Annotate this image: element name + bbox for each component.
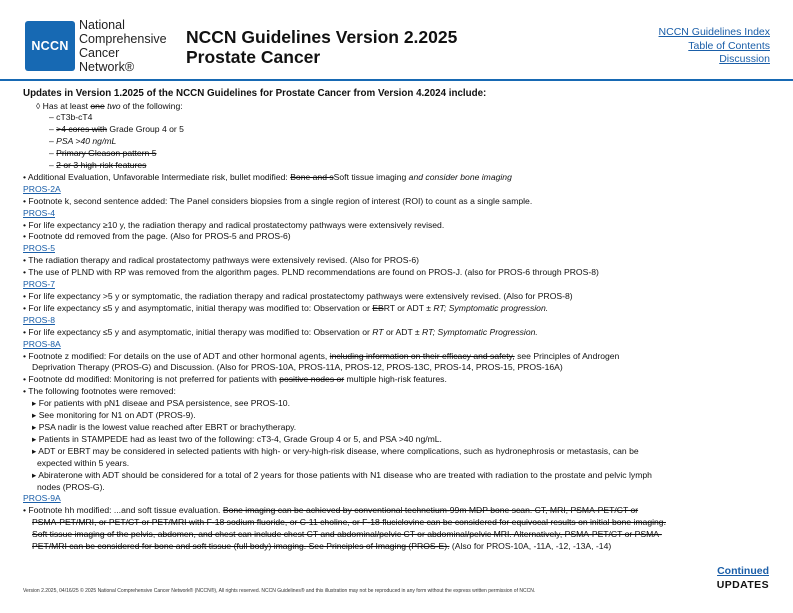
text: ◊ Has at least (36, 100, 91, 111)
pros-8a-link[interactable]: PROS-8A (23, 338, 61, 349)
guidelines-index-link[interactable]: NCCN Guidelines Index (658, 26, 770, 38)
org-line: Network® (79, 60, 135, 74)
deleted-text: including information on their efficacy and safety, (329, 350, 515, 361)
deleted-text: positive nodes or (279, 374, 345, 385)
text: of the following: (120, 100, 183, 111)
list-item (23, 124, 773, 136)
logo-text: NCCN (31, 39, 69, 53)
text: • Additional Evaluation, Unfavorable Intermediate risk, bullet modified: (23, 171, 291, 182)
continued-link[interactable]: Continued (717, 565, 769, 577)
list-item: • The following footnotes were removed: (23, 386, 176, 397)
list-item (23, 148, 773, 160)
list-item: • For life expectancy ≥10 y, the radiation therapy and radical prostatectomy pathways were extensively revised. (23, 219, 445, 230)
added-text: and consider bone imaging (408, 171, 512, 182)
text: Soft tissue imaging (333, 171, 409, 182)
list-item: ▸ PSA nadir is the lowest value reached after EBRT or brachytherapy. (32, 421, 297, 432)
list-item: • Footnote k, second sentence added: The Panel considers biopsies from a single region of interest (ROI) to count as a single sample. (23, 195, 533, 206)
text: – (49, 136, 57, 147)
list-item: ▸ For patients with pN1 diseae and PSA persistence, see PROS-10. (32, 398, 290, 409)
deleted-text: PET/MRI can be considered for bone and soft tissue (full body) imaging. See Principles of Imaging (PROS-E). (32, 541, 450, 552)
list-item (23, 136, 773, 148)
nav-links (659, 26, 770, 67)
discussion-link[interactable]: Discussion (719, 53, 770, 65)
page-title: NCCN Guidelines Version 2.2025 (186, 27, 458, 47)
pros-5-link[interactable]: PROS-5 (23, 243, 55, 254)
text: see Principles of Androgen (514, 350, 620, 361)
list-item-continuation: expected within 5 years. (37, 457, 130, 468)
text: • Footnote dd modified: Monitoring is not preferred for patients with (23, 374, 280, 385)
page-subtitle: Prostate Cancer (186, 47, 321, 67)
list-item (23, 101, 773, 113)
deleted-text: EB (372, 302, 384, 313)
table-of-contents-link[interactable]: Table of Contents (688, 39, 770, 52)
footer-copyright: Version 2.2025, 04/16/25 © 2025 National Comprehensive Cancer Network® (NCCN®), All rights reserved. NCCN Guidelines® and this illustration may not be reproduced in any form without the express written permission of NCCN. (23, 588, 536, 594)
list-item-continuation: Deprivation Therapy (PROS-G) and Discussion. (Also for PROS-10A, PROS-11A, PROS-12, PROS-13C, PROS-14, PROS-15, PROS-16A) (32, 362, 563, 373)
list-item (23, 303, 773, 315)
list-item-continuation: Soft tissue imaging of the pelvis, abdomen, and chest can include chest CT and abdominal/pelvic CT or abdominal/pelvic MRI. Alternatively, PSMA-PET/CT or PSMA- (32, 529, 662, 540)
list-item (23, 374, 773, 386)
org-line: National (79, 18, 125, 32)
text: RT or ADT ± (383, 302, 434, 313)
text: Grade Group 4 or 5 (107, 124, 184, 135)
text: • Footnote z modified: For details on the use of ADT and other hormonal agents, (23, 350, 330, 361)
deleted-text: Bone imaging can be achieved by conventional technetium-99m MDP bone scan. CT, MRI, PSMA-PET/CT or (222, 505, 639, 516)
updates-label: UPDATES (716, 579, 769, 591)
text: • For life expectancy ≤5 y and asymptomatic, initial therapy was modified to: Observation or (23, 302, 373, 313)
header-divider (0, 79, 793, 81)
text: • Footnote hh modified: ...and soft tissue evaluation. (23, 505, 223, 516)
list-item (23, 351, 773, 363)
text: – (49, 124, 57, 135)
list-item: ▸ ADT or EBRT may be considered in selected patients with high- or very-high-risk disease, where complications, such as hydronephrosis or metastasis, can be (32, 445, 639, 456)
added-text: RT (372, 326, 384, 337)
org-line: Cancer (79, 46, 120, 60)
pros-2a-link[interactable]: PROS-2A (23, 183, 61, 194)
list-item-continuation: nodes (PROS-G). (37, 481, 105, 492)
text: or ADT ± (383, 326, 423, 337)
updates-heading: Updates in Version 1.2025 of the NCCN Guidelines for Prostate Cancer from Version 4.2024 include: (23, 88, 487, 99)
list-item: • For life expectancy >5 y or symptomatic, the radiation therapy and radical prostatectomy pathways were extensively revised. (Also for PROS-8) (23, 291, 573, 301)
list-item: ▸ Abiraterone with ADT should be considered for a total of 2 years for those patients with N1 disease who are treated with radiation to the prostate and pelvic lymph (32, 469, 652, 480)
updates-content (23, 88, 773, 553)
list-item: • The radiation therapy and radical prostatectomy pathways were extensively revised. (Also for PROS-6) (23, 255, 419, 266)
list-item (23, 327, 773, 339)
text: – (49, 160, 57, 171)
pros-9a-link[interactable]: PROS-9A (23, 493, 61, 504)
list-item: ▸ See monitoring for N1 on ADT (PROS-9). (32, 410, 196, 421)
list-item: • The use of PLND with RP was removed from the algorithm pages. PLND recommendations are found on PROS-J. (also for PROS-6 through PROS-8) (23, 267, 599, 278)
page-header (0, 0, 793, 82)
added-text: two (107, 100, 121, 111)
list-item-continuation: PSMA-PET/MRI, or PET/CT or PET/MRI with F-18 sodium fluoride, or C-11 choline, or F-18 fluciclovine can be considered for equivocal results on initial bone imaging. (32, 517, 666, 528)
pros-4-link[interactable]: PROS-4 (23, 207, 55, 218)
text: – (49, 148, 57, 159)
text: (Also for PROS-10A, -11A, -12, -13A, -14) (449, 541, 612, 552)
org-name (79, 18, 167, 74)
nccn-logo (25, 21, 75, 71)
deleted-text: 2 or 3 high-risk features (56, 160, 147, 171)
list-item (23, 172, 773, 184)
deleted-text: Primary Gleason pattern 5 (56, 148, 157, 159)
deleted-text: one (90, 100, 105, 111)
text: multiple high-risk features. (344, 374, 447, 385)
text: • For life expectancy ≤5 y and asymptomatic, initial therapy was modified to: Observation or (23, 326, 373, 337)
pros-7-link[interactable]: PROS-7 (23, 279, 55, 290)
list-item: • Footnote dd removed from the page. (Also for PROS-5 and PROS-6) (23, 231, 291, 242)
title-block (186, 27, 457, 67)
deleted-text: >4 cores with (56, 124, 108, 135)
pros-8-link[interactable]: PROS-8 (23, 314, 55, 325)
list-item (23, 160, 773, 172)
list-item-continuation (23, 541, 773, 553)
added-text: PSA >40 ng/mL (56, 136, 117, 147)
list-item: ▸ Patients in STAMPEDE had as least two of the following: cT3-4, Grade Group 4 or 5, and PSA >40 ng/mL. (32, 433, 442, 444)
org-line: Comprehensive (79, 32, 167, 46)
added-text: RT; Symptomatic progression. (433, 302, 549, 313)
list-item: – cT3b-cT4 (49, 112, 93, 123)
list-item (23, 505, 773, 517)
deleted-text: Bone and s (290, 171, 334, 182)
added-text: RT; Symptomatic Progression. (422, 326, 538, 337)
